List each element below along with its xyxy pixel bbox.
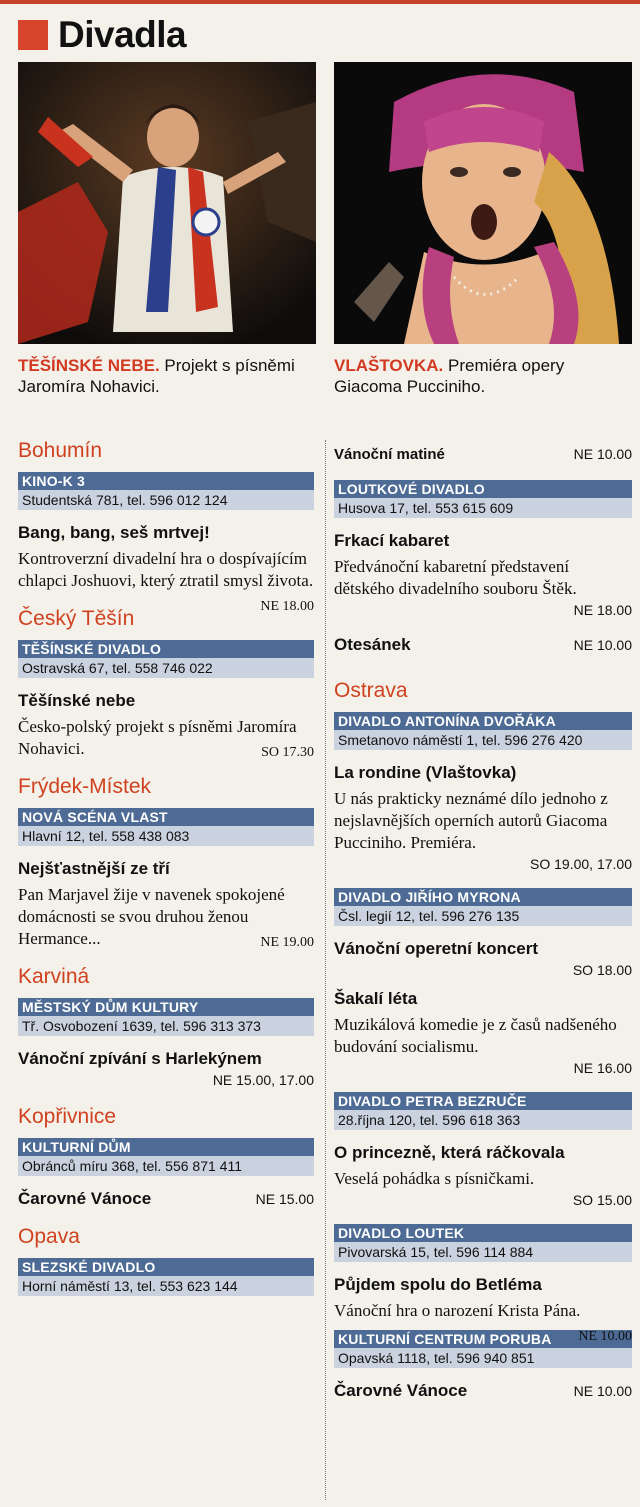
caption-left [18, 355, 318, 397]
venue-box [18, 1258, 314, 1296]
event-time: SO 19.00, 17.00 [530, 856, 632, 872]
event-title: Čarovné Vánoce [18, 1189, 152, 1208]
venue-name: TĚŠÍNSKÉ DIVADLO [18, 640, 314, 658]
event [334, 1142, 632, 1210]
caption-right-text: Premiéra opery Giacoma Pucciniho. [334, 356, 565, 396]
event-title: Bang, bang, seš mrtvej! [18, 523, 210, 542]
event [334, 988, 632, 1078]
section-header [18, 12, 186, 58]
page-title: Divadla [58, 14, 187, 55]
venue-name: NOVÁ SCÉNA VLAST [18, 808, 314, 826]
city-heading: Opava [18, 1225, 80, 1248]
city-heading: Ostrava [334, 679, 408, 702]
venue-box [18, 472, 314, 510]
event-description [18, 548, 314, 614]
event-time: NE 18.00 [260, 599, 314, 614]
event [18, 522, 314, 614]
woman-illustration [334, 62, 632, 344]
venue-name: MĚSTSKÝ DŮM KULTURY [18, 998, 314, 1016]
left-column [18, 438, 314, 1308]
event [18, 858, 314, 950]
event-description-text: Česko-polský projekt s písněmi Jaromíra Nohavici. [18, 717, 297, 758]
venue-box [334, 1224, 632, 1262]
event-title: Šakalí léta [334, 989, 418, 1008]
event-time: NE 16.00 [573, 1060, 632, 1076]
venue-name: DIVADLO LOUTEK [334, 1224, 632, 1242]
event [334, 444, 632, 466]
event-description [18, 884, 314, 950]
event-time: SO 17.30 [261, 745, 314, 760]
photo-vlastovka [334, 62, 632, 344]
event-title: Frkací kabaret [334, 531, 450, 550]
singer-illustration [18, 62, 316, 344]
venue-box [334, 480, 632, 518]
event-time: NE 18.00 [573, 602, 632, 618]
event [334, 938, 632, 980]
venue-address: Studentská 781, tel. 596 012 124 [22, 492, 228, 508]
event-time: NE 15.00, 17.00 [212, 1072, 314, 1088]
event-title: Půjdem spolu do Betléma [334, 1275, 542, 1294]
venue-box [334, 712, 632, 750]
event-title: Těšínské nebe [18, 691, 136, 710]
venue-name: KULTURNÍ DŮM [18, 1138, 314, 1156]
event-time: NE 10.00 [578, 1329, 632, 1344]
city-heading: Kopřivnice [18, 1105, 117, 1128]
top-rule [0, 0, 640, 4]
event [334, 762, 632, 874]
venue-name: LOUTKOVÉ DIVADLO [334, 480, 632, 498]
venue-address: Horní náměstí 13, tel. 553 623 144 [22, 1278, 238, 1294]
event [18, 1188, 314, 1210]
event-description: U nás prakticky neznámé dílo jednoho z nejslavnějších operních autorů Giacoma Pucciniho. Premiéra. [334, 789, 608, 852]
venue-box [334, 1092, 632, 1130]
event-description: Veselá pohádka s písničkami. [334, 1169, 535, 1188]
event [18, 1048, 314, 1090]
event [334, 1380, 632, 1402]
right-column [334, 438, 632, 1416]
event-title: O princezně, která ráčkovala [334, 1143, 565, 1162]
city-heading: Karviná [18, 965, 90, 988]
event-title: Vánoční operetní koncert [334, 939, 539, 958]
section-marker-icon [18, 20, 48, 50]
event-time: NE 15.00 [255, 1191, 314, 1207]
event [334, 634, 632, 656]
event-time: NE 10.00 [573, 1383, 632, 1399]
event-title: Vánoční zpívání s Harlekýnem [18, 1049, 262, 1068]
venue-box [18, 1138, 314, 1176]
venue-box [18, 808, 314, 846]
venue-address: Husova 17, tel. 553 615 609 [338, 500, 514, 516]
event-title: Vánoční matiné [334, 446, 445, 463]
venue-address: Pivovarská 15, tel. 596 114 884 [338, 1244, 534, 1260]
event-time: NE 19.00 [260, 935, 314, 950]
venue-name: DIVADLO JIŘÍHO MYRONA [334, 888, 632, 906]
photo-tesinske-nebe [18, 62, 316, 344]
venue-box [18, 640, 314, 678]
venue-address: Hlavní 12, tel. 558 438 083 [22, 828, 190, 844]
event-title: Čarovné Vánoce [334, 1381, 468, 1400]
event-title: Nejšťastnější ze tří [18, 859, 170, 878]
event-description-text: Vánoční hra o narození Krista Pána. [334, 1301, 581, 1320]
city-heading: Český Těšín [18, 607, 135, 630]
venue-address: Ostravská 67, tel. 558 746 022 [22, 660, 213, 676]
event-description: Předvánoční kabaretní představení dětského divadelního souboru Štěk. [334, 557, 577, 598]
venue-box [18, 998, 314, 1036]
venue-name: DIVADLO PETRA BEZRUČE [334, 1092, 632, 1110]
event [18, 690, 314, 760]
event-time: NE 10.00 [573, 637, 632, 653]
venue-name: KULTURNÍ CENTRUM PORUBA [334, 1330, 632, 1348]
venue-address: 28.října 120, tel. 596 618 363 [338, 1112, 521, 1128]
event-time: SO 18.00 [572, 962, 632, 978]
event-time: NE 10.00 [573, 446, 632, 462]
event [334, 530, 632, 620]
column-divider [325, 440, 326, 1500]
venue-name: KINO-K 3 [18, 472, 314, 490]
venue-address: Smetanovo náměstí 1, tel. 596 276 420 [338, 732, 583, 748]
caption-left-text: Projekt s písněmi Jaromíra Nohavici. [18, 356, 295, 396]
event-description [18, 716, 314, 760]
event-time: SO 15.00 [572, 1192, 632, 1208]
venue-address: Opavská 1118, tel. 596 940 851 [338, 1350, 535, 1366]
venue-name: SLEZSKÉ DIVADLO [18, 1258, 314, 1276]
event-description: Muzikálová komedie je z časů nadšeného budování socialismu. [334, 1015, 617, 1056]
event-title: La rondine (Vlaštovka) [334, 763, 517, 782]
event-description-text: Kontroverzní divadelní hra o dospívajícím chlapci Joshuovi, který ztratil smysl života. [18, 549, 314, 590]
city-heading: Frýdek-Místek [18, 775, 152, 798]
city-heading: Bohumín [18, 439, 103, 462]
venue-box [334, 888, 632, 926]
event-title: Otesánek [334, 635, 411, 654]
caption-right-title: VLAŠTOVKA. [334, 356, 444, 375]
venue-name: DIVADLO ANTONÍNA DVOŘÁKA [334, 712, 632, 730]
venue-address: Obránců míru 368, tel. 556 871 411 [22, 1158, 242, 1174]
venue-address: Čsl. legií 12, tel. 596 276 135 [338, 908, 520, 924]
event-description-text: Pan Marjavel žije v navenek spokojené domácnosti se svou druhou ženou Hermance... [18, 885, 285, 948]
venue-address: Tř. Osvobození 1639, tel. 596 313 373 [22, 1018, 261, 1034]
caption-left-title: TĚŠÍNSKÉ NEBE. [18, 356, 160, 375]
caption-right [334, 355, 634, 397]
